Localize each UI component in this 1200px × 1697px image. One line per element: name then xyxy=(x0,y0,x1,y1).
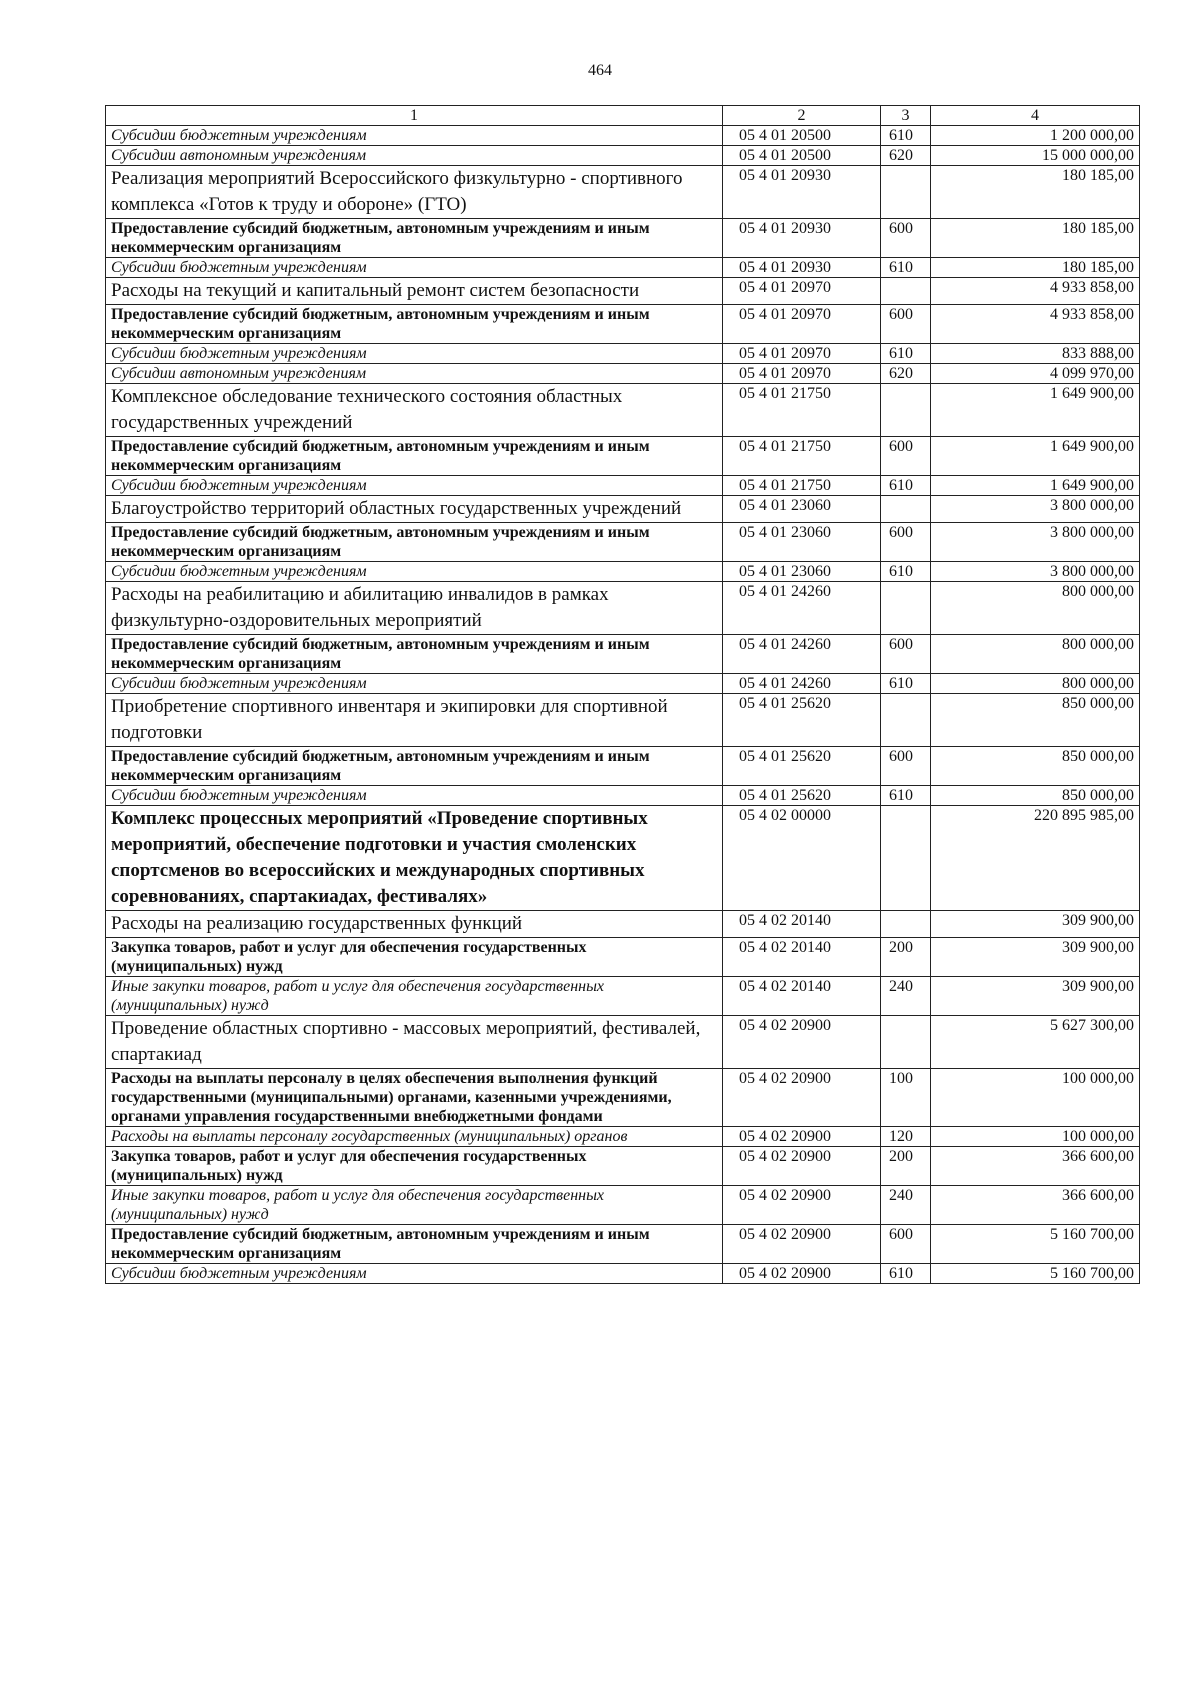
table-header xyxy=(106,106,1140,126)
table-row xyxy=(106,278,1140,305)
row-name: Субсидии бюджетным учреждениям xyxy=(106,476,723,496)
table-row xyxy=(106,1225,1140,1264)
row-code: 05 4 01 24260 xyxy=(723,635,881,674)
row-amount: 850 000,00 xyxy=(931,694,1140,747)
row-name: Субсидии автономным учреждениям xyxy=(106,146,723,166)
row-type xyxy=(881,582,931,635)
row-amount: 220 895 985,00 xyxy=(931,806,1140,911)
row-type: 240 xyxy=(881,977,931,1016)
row-name: Предоставление субсидий бюджетным, автономным учреждениям и иным некоммерческим организациям xyxy=(106,219,723,258)
row-code: 05 4 01 20970 xyxy=(723,278,881,305)
row-amount: 1 649 900,00 xyxy=(931,437,1140,476)
header-col-4: 4 xyxy=(931,106,1140,126)
row-code: 05 4 01 21750 xyxy=(723,476,881,496)
row-code: 05 4 02 20900 xyxy=(723,1127,881,1147)
row-name: Иные закупки товаров, работ и услуг для обеспечения государственных (муниципальных) нужд xyxy=(106,977,723,1016)
row-type: 610 xyxy=(881,258,931,278)
row-code: 05 4 01 20500 xyxy=(723,126,881,146)
row-code: 05 4 02 20140 xyxy=(723,911,881,938)
row-amount: 100 000,00 xyxy=(931,1069,1140,1127)
table-body xyxy=(106,126,1140,1284)
row-name: Благоустройство территорий областных государственных учреждений xyxy=(106,496,723,523)
table-row xyxy=(106,1264,1140,1284)
row-name: Расходы на текущий и капитальный ремонт систем безопасности xyxy=(106,278,723,305)
row-type xyxy=(881,1016,931,1069)
row-code: 05 4 01 21750 xyxy=(723,384,881,437)
row-code: 05 4 01 23060 xyxy=(723,562,881,582)
row-type: 610 xyxy=(881,674,931,694)
row-name: Проведение областных спортивно - массовых мероприятий, фестивалей, спартакиад xyxy=(106,1016,723,1069)
row-type: 610 xyxy=(881,476,931,496)
table-row xyxy=(106,977,1140,1016)
row-amount: 800 000,00 xyxy=(931,635,1140,674)
row-name: Предоставление субсидий бюджетным, автономным учреждениям и иным некоммерческим организациям xyxy=(106,635,723,674)
table-row xyxy=(106,938,1140,977)
table-row xyxy=(106,1147,1140,1186)
budget-table xyxy=(105,105,1140,1284)
row-name: Комплексное обследование технического состояния областных государственных учреждений xyxy=(106,384,723,437)
row-type: 620 xyxy=(881,364,931,384)
table-row xyxy=(106,166,1140,219)
row-type: 600 xyxy=(881,219,931,258)
table-row xyxy=(106,437,1140,476)
row-code: 05 4 01 21750 xyxy=(723,437,881,476)
table-row xyxy=(106,219,1140,258)
row-code: 05 4 02 20900 xyxy=(723,1069,881,1127)
row-amount: 100 000,00 xyxy=(931,1127,1140,1147)
row-type: 610 xyxy=(881,562,931,582)
row-amount: 5 627 300,00 xyxy=(931,1016,1140,1069)
row-code: 05 4 02 20900 xyxy=(723,1147,881,1186)
row-amount: 15 000 000,00 xyxy=(931,146,1140,166)
row-amount: 366 600,00 xyxy=(931,1147,1140,1186)
row-amount: 850 000,00 xyxy=(931,786,1140,806)
row-type: 200 xyxy=(881,938,931,977)
row-code: 05 4 01 25620 xyxy=(723,747,881,786)
row-code: 05 4 02 00000 xyxy=(723,806,881,911)
row-type: 610 xyxy=(881,1264,931,1284)
row-name: Закупка товаров, работ и услуг для обеспечения государственных (муниципальных) нужд xyxy=(106,1147,723,1186)
row-code: 05 4 02 20900 xyxy=(723,1186,881,1225)
row-amount: 5 160 700,00 xyxy=(931,1264,1140,1284)
row-name: Расходы на реабилитацию и абилитацию инвалидов в рамках физкультурно-оздоровительных мероприятий xyxy=(106,582,723,635)
row-code: 05 4 01 20970 xyxy=(723,305,881,344)
row-type xyxy=(881,694,931,747)
row-name: Комплекс процессных мероприятий «Проведение спортивных мероприятий, обеспечение подготовки и участия смоленских спортсменов во всероссийских и международных спортивных соревнованиях, спартакиадах, фестивалях» xyxy=(106,806,723,911)
table-row xyxy=(106,364,1140,384)
row-amount: 1 649 900,00 xyxy=(931,476,1140,496)
table-row xyxy=(106,496,1140,523)
table-row xyxy=(106,562,1140,582)
row-code: 05 4 01 25620 xyxy=(723,786,881,806)
row-code: 05 4 02 20900 xyxy=(723,1264,881,1284)
row-type: 600 xyxy=(881,635,931,674)
row-amount: 833 888,00 xyxy=(931,344,1140,364)
table-row xyxy=(106,1069,1140,1127)
table-row xyxy=(106,786,1140,806)
row-amount: 4 933 858,00 xyxy=(931,305,1140,344)
table-row xyxy=(106,523,1140,562)
row-amount: 3 800 000,00 xyxy=(931,496,1140,523)
row-code: 05 4 02 20900 xyxy=(723,1225,881,1264)
row-amount: 1 649 900,00 xyxy=(931,384,1140,437)
row-type: 240 xyxy=(881,1186,931,1225)
row-code: 05 4 01 24260 xyxy=(723,674,881,694)
row-amount: 180 185,00 xyxy=(931,219,1140,258)
row-type xyxy=(881,911,931,938)
row-code: 05 4 01 20970 xyxy=(723,344,881,364)
row-code: 05 4 02 20140 xyxy=(723,938,881,977)
row-type: 200 xyxy=(881,1147,931,1186)
row-name: Иные закупки товаров, работ и услуг для обеспечения государственных (муниципальных) нужд xyxy=(106,1186,723,1225)
row-amount: 800 000,00 xyxy=(931,582,1140,635)
row-code: 05 4 01 20930 xyxy=(723,219,881,258)
row-amount: 4 933 858,00 xyxy=(931,278,1140,305)
row-name: Субсидии бюджетным учреждениям xyxy=(106,344,723,364)
page-number: 464 xyxy=(588,62,612,79)
table-row xyxy=(106,126,1140,146)
row-type: 600 xyxy=(881,747,931,786)
table-row xyxy=(106,694,1140,747)
row-amount: 366 600,00 xyxy=(931,1186,1140,1225)
row-name: Расходы на реализацию государственных функций xyxy=(106,911,723,938)
table-row xyxy=(106,806,1140,911)
table-row xyxy=(106,146,1140,166)
row-amount: 180 185,00 xyxy=(931,166,1140,219)
row-name: Субсидии бюджетным учреждениям xyxy=(106,786,723,806)
table-row xyxy=(106,635,1140,674)
table-row xyxy=(106,911,1140,938)
header-col-3: 3 xyxy=(881,106,931,126)
row-name: Закупка товаров, работ и услуг для обеспечения государственных (муниципальных) нужд xyxy=(106,938,723,977)
table-row xyxy=(106,747,1140,786)
row-type xyxy=(881,496,931,523)
table-row xyxy=(106,384,1140,437)
row-amount: 309 900,00 xyxy=(931,977,1140,1016)
header-col-1: 1 xyxy=(106,106,723,126)
row-name: Приобретение спортивного инвентаря и экипировки для спортивной подготовки xyxy=(106,694,723,747)
header-col-2: 2 xyxy=(723,106,881,126)
row-amount: 800 000,00 xyxy=(931,674,1140,694)
table-row xyxy=(106,1186,1140,1225)
row-amount: 850 000,00 xyxy=(931,747,1140,786)
row-type: 600 xyxy=(881,437,931,476)
row-name: Субсидии бюджетным учреждениям xyxy=(106,126,723,146)
row-amount: 5 160 700,00 xyxy=(931,1225,1140,1264)
table-row xyxy=(106,1016,1140,1069)
row-name: Субсидии бюджетным учреждениям xyxy=(106,1264,723,1284)
row-code: 05 4 01 25620 xyxy=(723,694,881,747)
table-row xyxy=(106,258,1140,278)
table-row xyxy=(106,305,1140,344)
row-code: 05 4 01 23060 xyxy=(723,523,881,562)
header-row xyxy=(106,106,1140,126)
row-name: Субсидии бюджетным учреждениям xyxy=(106,562,723,582)
row-amount: 3 800 000,00 xyxy=(931,523,1140,562)
row-type xyxy=(881,806,931,911)
row-type xyxy=(881,278,931,305)
row-name: Предоставление субсидий бюджетным, автономным учреждениям и иным некоммерческим организациям xyxy=(106,747,723,786)
row-amount: 309 900,00 xyxy=(931,938,1140,977)
row-name: Расходы на выплаты персоналу в целях обеспечения выполнения функций государственными (муниципальными) органами, казенными учреждениями, органами управления государственными внебюджетными фондами xyxy=(106,1069,723,1127)
row-code: 05 4 01 20500 xyxy=(723,146,881,166)
row-code: 05 4 02 20140 xyxy=(723,977,881,1016)
row-code: 05 4 01 20930 xyxy=(723,166,881,219)
table-row xyxy=(106,674,1140,694)
row-name: Реализация мероприятий Всероссийского физкультурно - спортивного комплекса «Готов к труду и обороне» (ГТО) xyxy=(106,166,723,219)
row-type: 600 xyxy=(881,1225,931,1264)
row-type: 610 xyxy=(881,126,931,146)
row-name: Расходы на выплаты персоналу государственных (муниципальных) органов xyxy=(106,1127,723,1147)
row-name: Субсидии бюджетным учреждениям xyxy=(106,674,723,694)
table-row xyxy=(106,476,1140,496)
row-type: 120 xyxy=(881,1127,931,1147)
row-name: Предоставление субсидий бюджетным, автономным учреждениям и иным некоммерческим организациям xyxy=(106,1225,723,1264)
row-amount: 3 800 000,00 xyxy=(931,562,1140,582)
row-name: Предоставление субсидий бюджетным, автономным учреждениям и иным некоммерческим организациям xyxy=(106,523,723,562)
table-row xyxy=(106,1127,1140,1147)
row-amount: 180 185,00 xyxy=(931,258,1140,278)
row-type: 100 xyxy=(881,1069,931,1127)
row-type xyxy=(881,166,931,219)
row-code: 05 4 01 20970 xyxy=(723,364,881,384)
row-name: Субсидии бюджетным учреждениям xyxy=(106,258,723,278)
row-code: 05 4 01 20930 xyxy=(723,258,881,278)
table-row xyxy=(106,344,1140,364)
row-code: 05 4 01 24260 xyxy=(723,582,881,635)
row-name: Субсидии автономным учреждениям xyxy=(106,364,723,384)
row-type: 620 xyxy=(881,146,931,166)
row-code: 05 4 02 20900 xyxy=(723,1016,881,1069)
row-type: 610 xyxy=(881,344,931,364)
row-name: Предоставление субсидий бюджетным, автономным учреждениям и иным некоммерческим организациям xyxy=(106,305,723,344)
row-name: Предоставление субсидий бюджетным, автономным учреждениям и иным некоммерческим организациям xyxy=(106,437,723,476)
row-amount: 1 200 000,00 xyxy=(931,126,1140,146)
row-type: 600 xyxy=(881,523,931,562)
row-amount: 4 099 970,00 xyxy=(931,364,1140,384)
row-amount: 309 900,00 xyxy=(931,911,1140,938)
row-type: 610 xyxy=(881,786,931,806)
row-type xyxy=(881,384,931,437)
table-row xyxy=(106,582,1140,635)
row-code: 05 4 01 23060 xyxy=(723,496,881,523)
row-type: 600 xyxy=(881,305,931,344)
